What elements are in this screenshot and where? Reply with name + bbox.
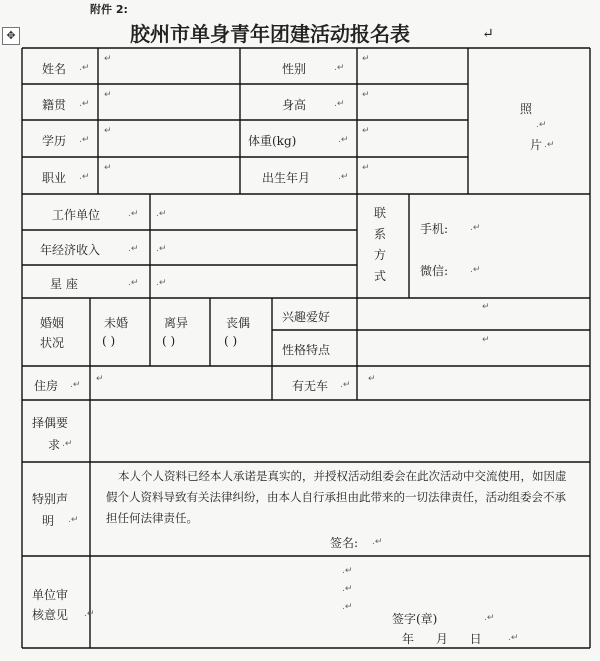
- label-spouse-req-2: 求: [48, 438, 61, 452]
- para-mark: .↵: [128, 278, 139, 288]
- zodiac-field[interactable]: .↵: [156, 278, 167, 288]
- para-mark: .↵: [128, 209, 139, 219]
- para-mark: .↵: [334, 99, 345, 109]
- label-housing: 住房: [34, 379, 59, 393]
- label-weight: 体重(kg): [248, 134, 297, 148]
- birth-date-field[interactable]: ↵: [362, 163, 370, 173]
- work-unit-field[interactable]: .↵: [156, 209, 167, 219]
- para-mark: .↵: [338, 172, 349, 182]
- label-character: 性格特点: [282, 343, 331, 357]
- para-mark: .↵: [79, 135, 90, 145]
- weight-field[interactable]: ↵: [362, 126, 370, 136]
- label-declaration-2: 明: [42, 514, 55, 528]
- label-declaration-1: 特别声: [32, 492, 69, 506]
- label-contact-1: 联: [374, 206, 387, 220]
- para-mark: .↵: [342, 602, 353, 612]
- label-car: 有无车: [292, 379, 329, 393]
- label-phone: 手机:: [420, 222, 449, 236]
- label-unmarried: 未婚: [104, 316, 129, 330]
- label-zodiac: 星 座: [50, 277, 78, 291]
- label-hobby: 兴趣爱好: [282, 310, 331, 324]
- gender-field[interactable]: ↵: [362, 54, 370, 64]
- para-mark: .↵: [334, 63, 345, 73]
- para-mark: .↵: [342, 566, 353, 576]
- label-height: 身高: [282, 98, 307, 112]
- label-gender: 性别: [282, 62, 307, 76]
- para-mark: .↵: [84, 609, 95, 619]
- native-place-field[interactable]: ↵: [104, 90, 112, 100]
- phone-field[interactable]: .↵: [470, 223, 481, 233]
- housing-field[interactable]: ↵: [96, 374, 104, 384]
- page-title: 胶州市单身青年团建活动报名表: [130, 22, 410, 46]
- label-spouse-req-1: 择偶要: [32, 416, 69, 430]
- date-field[interactable]: .↵: [508, 633, 519, 643]
- unmarried-checkbox[interactable]: ( ): [102, 334, 116, 348]
- label-seal: 签字(章): [392, 612, 438, 626]
- car-field[interactable]: ↵: [368, 374, 376, 384]
- label-signature: 签名:: [330, 536, 359, 550]
- annex-label: 附件 2:: [90, 3, 128, 16]
- label-date: 年 月 日: [402, 632, 482, 646]
- label-annual-income: 年经济收入: [40, 243, 101, 257]
- para-mark: .↵: [68, 515, 79, 525]
- label-contact-4: 式: [374, 269, 387, 283]
- title-paragraph-mark: ↵: [482, 26, 494, 42]
- para-mark: .↵: [342, 584, 353, 594]
- table-move-handle-icon[interactable]: ✥: [2, 27, 20, 45]
- para-mark: .↵: [338, 135, 349, 145]
- photo-label-top: 照: [520, 102, 533, 116]
- label-birth-date: 出生年月: [262, 171, 311, 185]
- label-education: 学历: [42, 134, 67, 148]
- para-mark: .↵: [128, 244, 139, 254]
- para-mark: .↵: [536, 120, 547, 130]
- label-wechat: 微信:: [420, 264, 449, 278]
- label-unit-review-2: 核意见: [32, 608, 69, 622]
- name-field[interactable]: ↵: [104, 54, 112, 64]
- para-mark: .↵: [340, 380, 351, 390]
- divorced-checkbox[interactable]: ( ): [162, 334, 176, 348]
- para-mark: .↵: [70, 380, 81, 390]
- photo-label-bottom: 片: [530, 138, 543, 152]
- declaration-text: 本人个人资料已经本人承诺是真实的，并授权活动组委会在此次活动中交流使用，如因虚假个人资料导致有关法律纠纷，由本人自行承担由此带来的一切法律责任，活动组委会不承担任何法律责任。: [106, 469, 567, 525]
- label-occupation: 职业: [42, 171, 67, 185]
- label-contact-2: 系: [374, 227, 387, 241]
- para-mark: .↵: [79, 172, 90, 182]
- label-contact-3: 方: [374, 248, 387, 262]
- para-mark: .↵: [79, 63, 90, 73]
- height-field[interactable]: ↵: [362, 90, 370, 100]
- label-name: 姓名: [42, 62, 67, 76]
- hobby-field[interactable]: ↵: [482, 302, 490, 312]
- para-mark: .↵: [62, 439, 73, 449]
- seal-field[interactable]: .↵: [484, 613, 495, 623]
- para-mark: .↵: [79, 99, 90, 109]
- signature-field[interactable]: .↵: [372, 537, 383, 547]
- occupation-field[interactable]: ↵: [104, 163, 112, 173]
- label-unit-review-1: 单位审: [32, 588, 69, 602]
- para-mark: .↵: [544, 140, 555, 150]
- annual-income-field[interactable]: .↵: [156, 244, 167, 254]
- education-field[interactable]: ↵: [104, 126, 112, 136]
- label-marital-2: 状况: [40, 336, 65, 350]
- label-widowed: 丧偶: [226, 316, 251, 330]
- label-divorced: 离异: [164, 316, 189, 330]
- label-work-unit: 工作单位: [52, 208, 101, 222]
- character-field[interactable]: ↵: [482, 335, 490, 345]
- label-native-place: 籍贯: [42, 98, 67, 112]
- label-marital-1: 婚姻: [40, 316, 65, 330]
- wechat-field[interactable]: .↵: [470, 265, 481, 275]
- widowed-checkbox[interactable]: ( ): [224, 334, 238, 348]
